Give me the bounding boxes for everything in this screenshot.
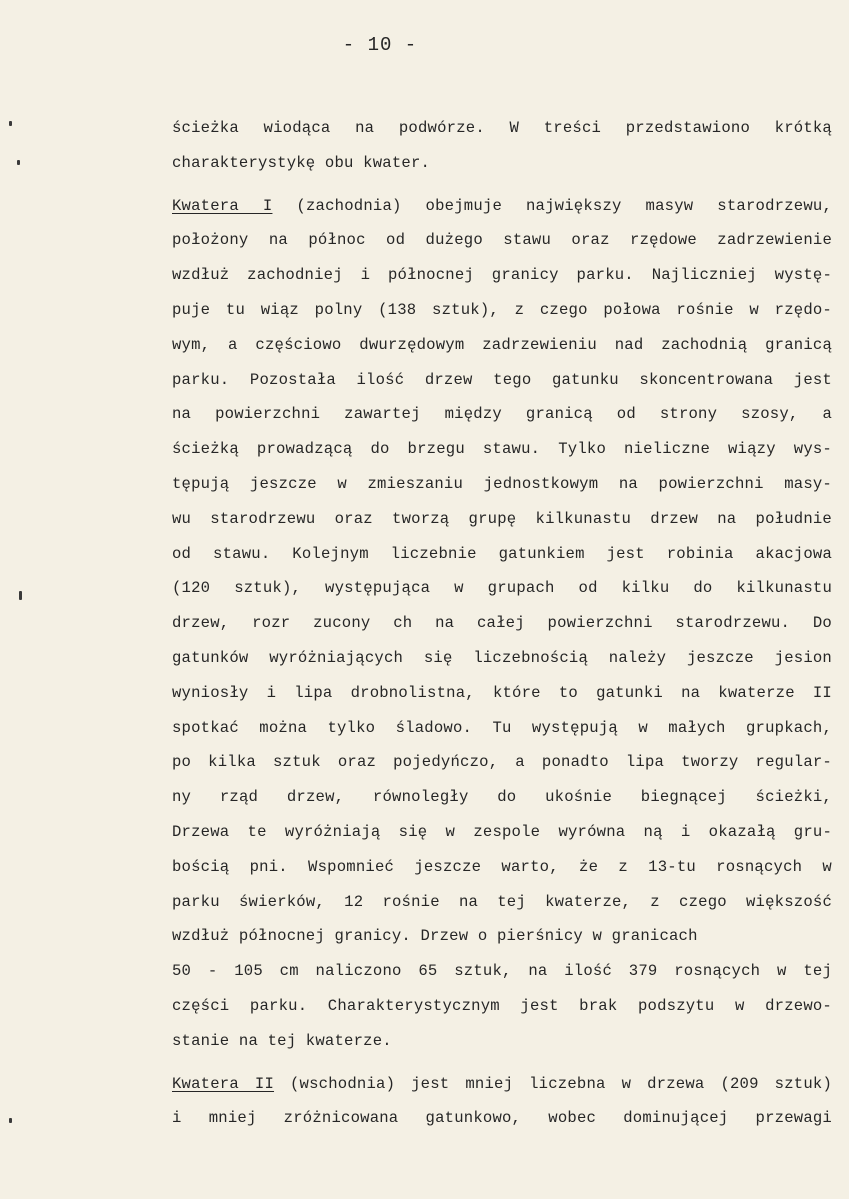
line-text: i mniej zróżnicowana gatunkowo, wobec dominującej przewagi bbox=[172, 1109, 832, 1128]
text-line bbox=[172, 146, 832, 181]
line-text: stanie na tej kwaterze. bbox=[172, 1031, 392, 1050]
text-line bbox=[172, 850, 832, 885]
paragraph-gap bbox=[172, 1059, 832, 1067]
line-text: (zachodnia) obejmuje największy masyw starodrzewu, bbox=[272, 196, 832, 215]
text-line bbox=[172, 537, 832, 572]
line-text: Drzewa te wyróżniają się w zespole wyrówna ną i okazałą gru- bbox=[172, 822, 832, 841]
text-line bbox=[172, 745, 832, 780]
line-text: części parku. Charakterystycznym jest brak podszytu w drzewo- bbox=[172, 996, 832, 1015]
text-line bbox=[172, 502, 832, 537]
body-text bbox=[172, 111, 832, 1136]
text-line bbox=[172, 571, 832, 606]
line-text: charakterystykę obu kwater. bbox=[172, 153, 431, 172]
line-text: położony na północ od dużego stawu oraz rzędowe zadrzewienie bbox=[172, 231, 832, 250]
line-text: parku świerków, 12 rośnie na tej kwaterze, z czego większość bbox=[172, 892, 832, 911]
text-line bbox=[172, 397, 832, 432]
section-heading: Kwatera II bbox=[172, 1074, 275, 1093]
line-text: (wschodnia) jest mniej liczebna w drzewa (209 sztuk) bbox=[274, 1074, 833, 1093]
paragraph bbox=[172, 1067, 832, 1137]
line-text: bością pni. Wspomnieć jeszcze warto, że z 13-tu rosnących w bbox=[172, 857, 832, 876]
text-line bbox=[172, 1067, 832, 1102]
line-text: parku. Pozostała ilość drzew tego gatunku skoncentrowana jest bbox=[172, 370, 832, 389]
line-text: na powierzchni zawartej między granicą od strony szosy, a bbox=[172, 405, 832, 424]
line-text: ścieżką prowadzącą do brzegu stawu. Tylko nieliczne wiązy wys- bbox=[172, 440, 832, 459]
margin-mark bbox=[19, 591, 22, 600]
text-line bbox=[172, 780, 832, 815]
text-line bbox=[172, 258, 832, 293]
paragraph-gap bbox=[172, 181, 832, 189]
line-text: ny rząd drzew, równoległy do ukośnie biegnącej ścieżki, bbox=[172, 788, 832, 807]
text-line bbox=[172, 223, 832, 258]
text-line bbox=[172, 189, 832, 224]
line-text: wu starodrzewu oraz tworzą grupę kilkunastu drzew na południe bbox=[172, 509, 832, 528]
text-line bbox=[172, 328, 832, 363]
section-heading: Kwatera I bbox=[172, 196, 273, 215]
text-line bbox=[172, 885, 832, 920]
text-line bbox=[172, 363, 832, 398]
text-line bbox=[172, 111, 832, 146]
text-line bbox=[172, 641, 832, 676]
paragraph bbox=[172, 189, 832, 1059]
paragraph bbox=[172, 111, 832, 181]
text-line bbox=[172, 676, 832, 711]
text-line bbox=[172, 432, 832, 467]
line-text: spotkać można tylko śladowo. Tu występują w małych grupkach, bbox=[172, 718, 832, 737]
text-line bbox=[172, 1024, 832, 1059]
line-text: wym, a częściowo dwurzędowym zadrzewieniu nad zachodnią granicą bbox=[172, 335, 832, 354]
line-text: (120 sztuk), występująca w grupach od kilku do kilkunastu bbox=[172, 579, 832, 598]
line-text: wyniosły i lipa drobnolistna, które to gatunki na kwaterze II bbox=[172, 683, 832, 702]
line-text: od stawu. Kolejnym liczebnie gatunkiem jest robinia akacjowa bbox=[172, 544, 832, 563]
text-line bbox=[172, 1101, 832, 1136]
text-line bbox=[172, 606, 832, 641]
line-text: 50 - 105 cm naliczono 65 sztuk, na ilość 379 rosnących w tej bbox=[172, 962, 832, 981]
margin-mark bbox=[9, 121, 12, 126]
line-text: gatunków wyróżniających się liczebnością należy jeszcze jesion bbox=[172, 648, 832, 667]
text-line bbox=[172, 954, 832, 989]
line-text: puje tu wiąz polny (138 sztuk), z czego połowa rośnie w rzędo- bbox=[172, 300, 832, 319]
line-text: po kilka sztuk oraz pojedyńczo, a ponadto lipa tworzy regular- bbox=[172, 753, 832, 772]
line-text: tępują jeszcze w zmieszaniu jednostkowym na powierzchni masy- bbox=[172, 474, 832, 493]
text-line bbox=[172, 467, 832, 502]
line-text: ścieżka wiodąca na podwórze. W treści przedstawiono krótką bbox=[172, 119, 832, 137]
line-text: wzdłuż zachodniej i północnej granicy parku. Najliczniej wystę- bbox=[172, 266, 832, 285]
text-line bbox=[172, 989, 832, 1024]
line-text: wzdłuż północnej granicy. Drzew o pierśnicy w granicach bbox=[172, 927, 698, 946]
page-number: - 10 - bbox=[342, 34, 418, 56]
text-line bbox=[172, 711, 832, 746]
text-line bbox=[172, 293, 832, 328]
text-line bbox=[172, 815, 832, 850]
text-line bbox=[172, 919, 832, 954]
margin-mark bbox=[17, 160, 20, 165]
margin-mark bbox=[9, 1118, 12, 1123]
line-text: drzew, rozr zucony ch na całej powierzchni starodrzewu. Do bbox=[172, 614, 832, 633]
